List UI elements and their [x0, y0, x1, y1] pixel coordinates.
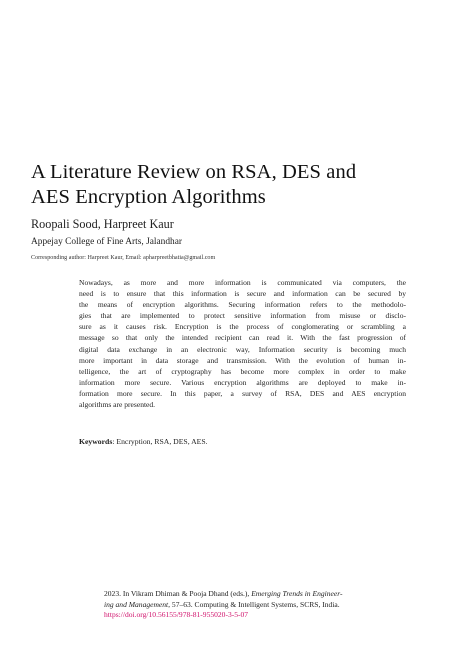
title-line: AES Encryption Algorithms [31, 186, 266, 208]
paper-title [31, 160, 451, 210]
abstract-line: algorithms are presented. [79, 400, 156, 410]
citation-prefix: 2023. In Vikram Dhiman & Pooja Dhand (eds.), [104, 589, 252, 598]
abstract-line: sure as it causes risk. Encryption is the process of conglomerating or scrambling a [79, 322, 406, 332]
affiliation: Appejay College of Fine Arts, Jalandhar [31, 237, 183, 247]
abstract-line: telligence, the art of cryptography has become more complex in order to make [79, 366, 406, 376]
abstract-line: Nowadays, as more and more information is communicated via computers, the [79, 278, 406, 287]
corresponding-author: Corresponding author: Harpreet Kaur, Email: apharpreetbhatia@gmail.com [31, 255, 216, 261]
abstract-line: message so that only the intended recipient can read it. With the fast progression of [79, 333, 406, 343]
abstract-line: digital data exchange in an electronic way, Information security is becoming much [79, 344, 406, 354]
author-list: Roopali Sood, Harpreet Kaur [31, 217, 174, 231]
abstract-line: gies that are implemented to protect sensitive information from misuse or disclo- [79, 311, 406, 321]
abstract-line: information more secure. Various encryption algorithms are deployed to make in- [79, 377, 406, 387]
title-line: A Literature Review on RSA, DES and [31, 161, 357, 183]
abstract-line: the means of encryption algorithms. Securing information refers to the methodolo- [79, 300, 406, 310]
abstract-line: more important in data storage and transmission. With the evolution of human in- [79, 355, 406, 365]
keywords-label: Keywords [79, 437, 113, 446]
citation-rest: , 57–63. Computing & Intelligent Systems, SCRS, India. [168, 599, 340, 609]
keywords-text: : Encryption, RSA, DES, AES. [112, 437, 208, 446]
book-title-part: Emerging Trends in Engineer- [251, 589, 343, 598]
abstract-line: need is to ensure that this information is secure and information can be secured by [79, 289, 406, 299]
citation-footer [104, 589, 406, 621]
abstract-line: formation more secure. In this paper, a survey of RSA, DES and AES encryption [79, 388, 406, 398]
doi-link[interactable]: https://doi.org/10.56155/978-81-955020-3-5-07 [104, 610, 249, 620]
citation-line [104, 600, 406, 611]
abstract [79, 277, 406, 410]
citation-line [104, 589, 406, 600]
keywords [79, 436, 208, 447]
book-title-part: ing and Management [104, 599, 169, 609]
